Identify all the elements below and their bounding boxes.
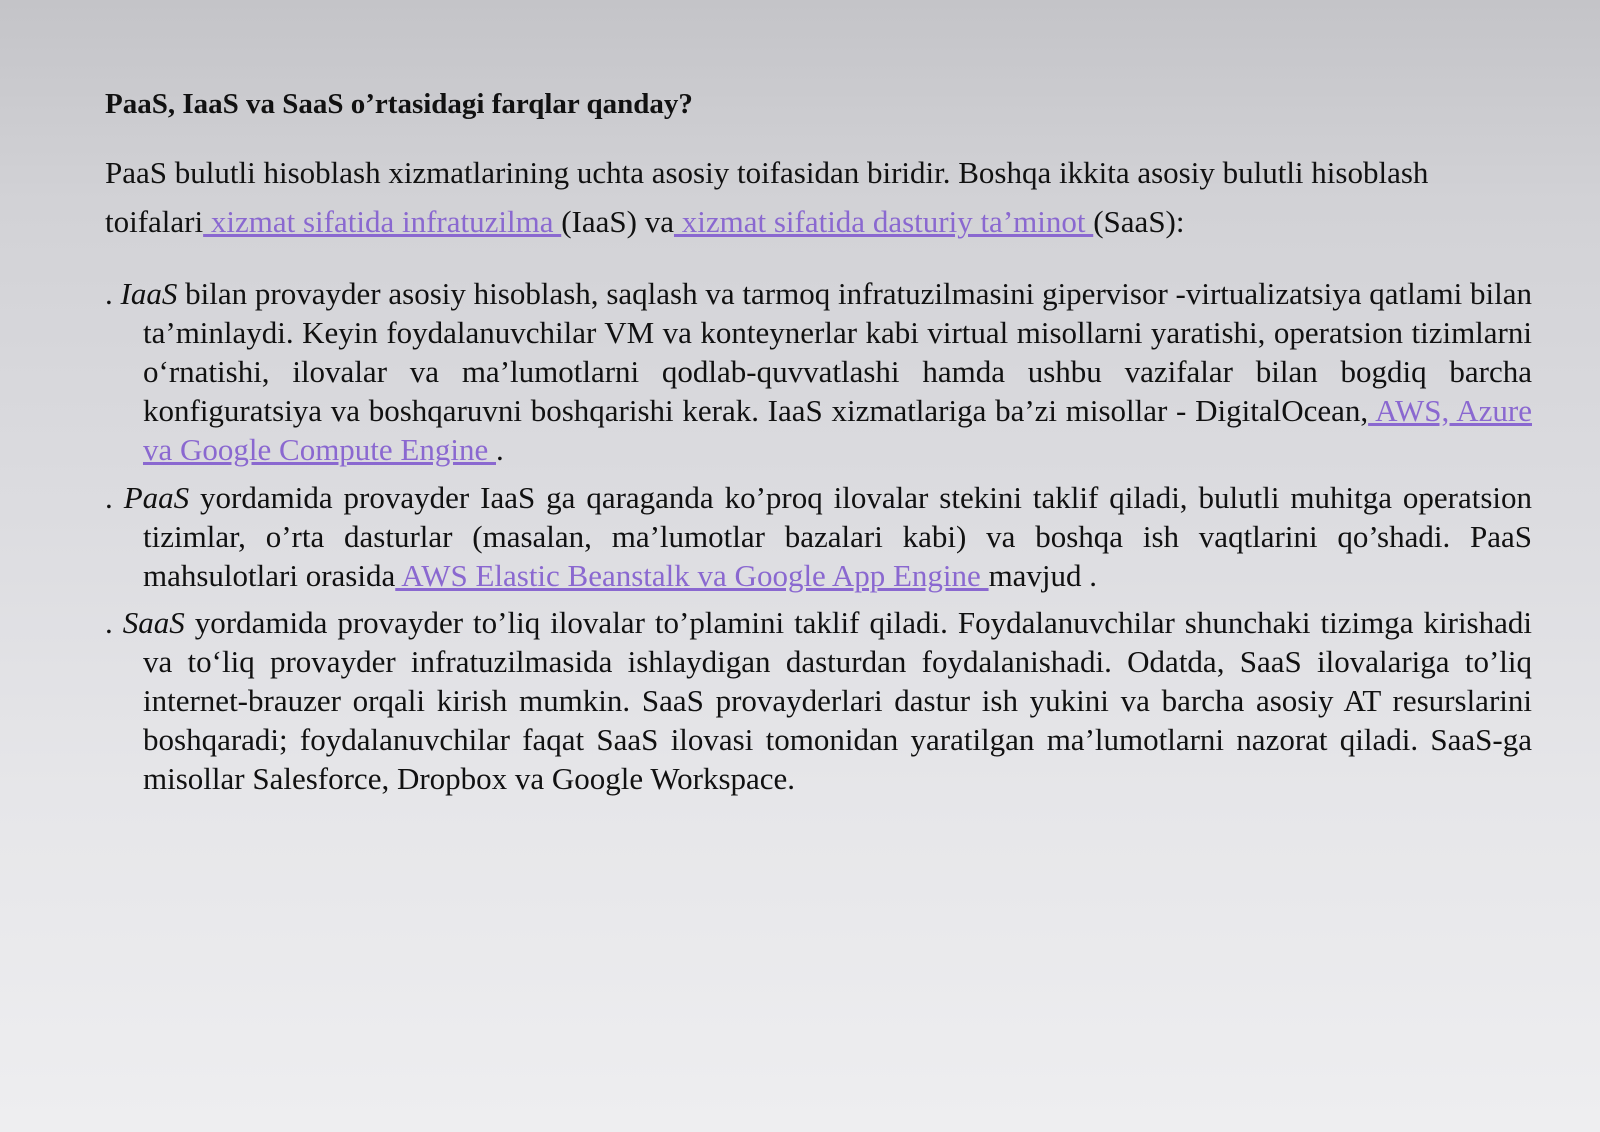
bullet-text: yordamida provayder IaaS ga qaraganda ko’proq ilovalar stekini taklif qiladi, bulutli muhitga operatsion tizimlar, o’rta dasturlar (masalan, ma’lumotlar bazalari kabi) va boshqa ish vaqtlarini qo’shadi. PaaS mahsulotlari orasida xyxy=(143,480,1533,593)
bullet-term: PaaS xyxy=(123,480,190,515)
bullet-marker: . xyxy=(105,276,121,311)
aws-azure-google-link[interactable]: AWS, Azure va Google Compute Engine xyxy=(143,393,1532,467)
bullet-term: SaaS xyxy=(122,605,185,640)
bullet-term: IaaS xyxy=(120,276,178,311)
intro-text: PaaS bulutli hisoblash xizmatlarining uchta asosiy toifasidan biridir. Boshqa ikkita asosiy bulutli hisoblash toifalari xyxy=(105,155,1429,239)
page-title: PaaS, IaaS va SaaS o’rtasidagi farqlar qanday? xyxy=(105,88,693,120)
bullet-text: bilan provayder asosiy hisoblash, saqlash va tarmoq infratuzilmasini gipervisor -virtualizatsiya qatlami bilan ta’minlaydi. Keyin foydalanuvchilar VM va konteynerlar kabi virtual misollarni yaratishi, operatsion tizimlarni o‘rnatishi, ilovalar va ma’lumotlarni qodlab-quvvatlashi hamda ushbu vazifalar bilan bogdiq barcha konfiguratsiya va boshqaruvni boshqarishi kerak. IaaS xizmatlariga ba’zi misollar - DigitalOcean, xyxy=(143,276,1532,428)
bullet-paas xyxy=(105,478,1532,595)
saas-link[interactable]: xizmat sifatida dasturiy ta’minot xyxy=(673,204,1094,239)
bullet-text: yordamida provayder to’liq ilovalar to’plamini taklif qiladi. Foydalanuvchilar shunchaki tizimga kirishadi va to‘liq provayder infratuzilmasida ishlaydigan dasturdan foydalanishadi. Odatda, SaaS ilovalariga to’liq internet-brauzer orqali kirish mumkin. SaaS provayderlari dastur ish yukini va barcha asosiy AT resurslarini boshqaradi; foydalanuvchilar faqat SaaS ilovasi tomonidan yaratilgan ma’lumotlarni nazorat qiladi. SaaS-ga misollar Salesforce, Dropbox va Google Workspace. xyxy=(143,605,1532,796)
bullet-saas xyxy=(105,603,1532,798)
beanstalk-app-engine-link[interactable]: AWS Elastic Beanstalk va Google App Engine xyxy=(395,558,989,593)
intro-text: (IaaS) va xyxy=(561,204,674,239)
bullet-marker: . xyxy=(105,605,123,640)
bullet-tail: mavjud . xyxy=(988,558,1098,593)
intro-paragraph xyxy=(105,148,1505,246)
iaas-link[interactable]: xizmat sifatida infratuzilma xyxy=(203,204,562,239)
intro-text: (SaaS): xyxy=(1093,204,1185,239)
bullet-iaas xyxy=(105,274,1532,469)
bullet-marker: . xyxy=(105,480,124,515)
bullet-tail: . xyxy=(496,432,504,467)
